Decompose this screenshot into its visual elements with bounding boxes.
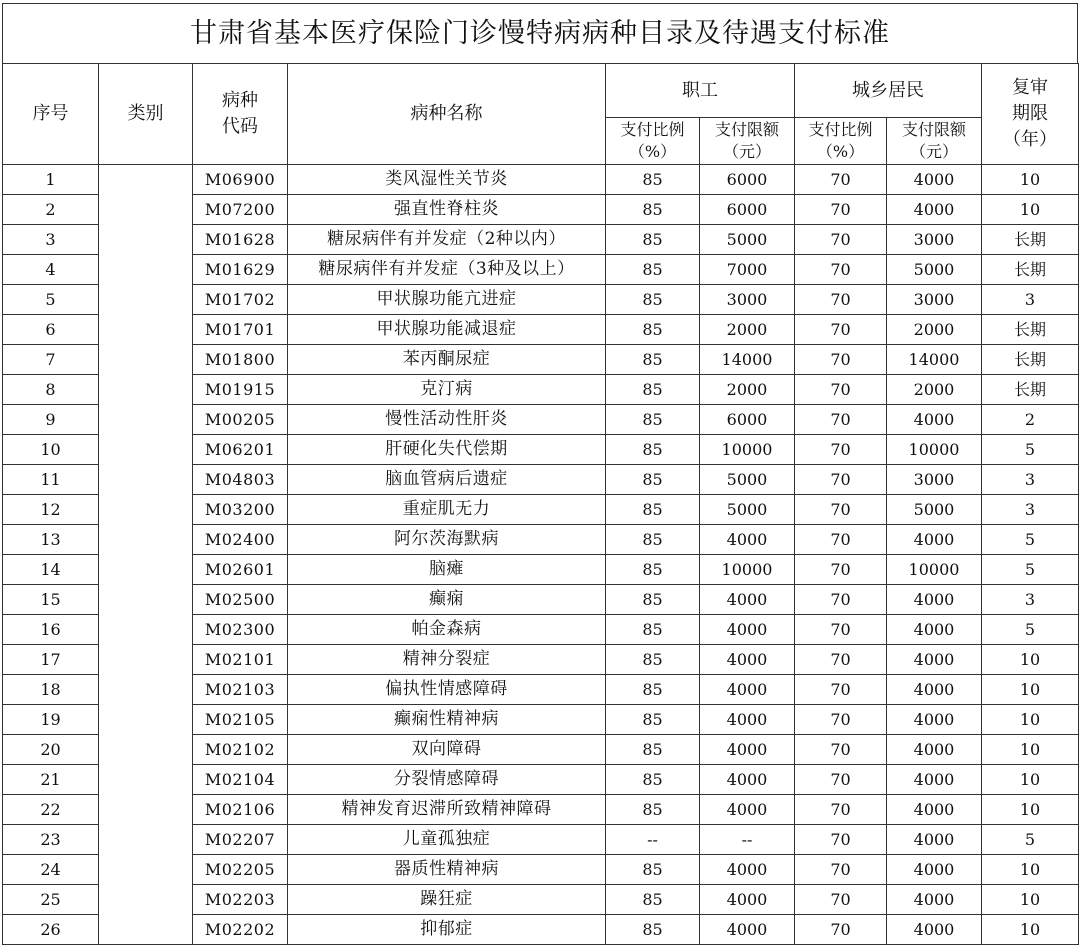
cell-seq: 6	[3, 315, 99, 345]
cell-code: M01628	[193, 225, 288, 255]
header-emp-limit-line2: （元）	[722, 142, 771, 161]
cell-resident-ratio: 70	[795, 435, 887, 465]
cell-code: M02101	[193, 645, 288, 675]
cell-resident-ratio: 70	[795, 195, 887, 225]
cell-employee-limit: 4000	[700, 855, 795, 885]
cell-resident-ratio: 70	[795, 795, 887, 825]
cell-employee-limit: 6000	[700, 405, 795, 435]
cell-resident-limit: 3000	[887, 465, 982, 495]
cell-employee-limit: 5000	[700, 465, 795, 495]
cell-review-period: 5	[982, 615, 1079, 645]
cell-review-period: 长期	[982, 315, 1079, 345]
cell-seq: 2	[3, 195, 99, 225]
cell-disease-name: 脑血管病后遗症	[288, 465, 606, 495]
cell-review-period: 长期	[982, 225, 1079, 255]
cell-resident-ratio: 70	[795, 555, 887, 585]
cell-resident-limit: 4000	[887, 675, 982, 705]
cell-disease-name: 精神发育迟滞所致精神障碍	[288, 795, 606, 825]
cell-seq: 16	[3, 615, 99, 645]
cell-employee-ratio: 85	[606, 165, 700, 195]
cell-review-period: 长期	[982, 345, 1079, 375]
cell-employee-ratio: 85	[606, 555, 700, 585]
cell-disease-name: 躁狂症	[288, 885, 606, 915]
cell-employee-limit: 10000	[700, 555, 795, 585]
header-review-line3: （年）	[1003, 129, 1057, 150]
cell-disease-name: 苯丙酮尿症	[288, 345, 606, 375]
cell-employee-ratio: 85	[606, 195, 700, 225]
cell-employee-limit: 10000	[700, 435, 795, 465]
cell-resident-limit: 14000	[887, 345, 982, 375]
cell-employee-ratio: 85	[606, 795, 700, 825]
cell-review-period: 10	[982, 165, 1079, 195]
cell-employee-ratio: 85	[606, 435, 700, 465]
cell-employee-limit: 2000	[700, 375, 795, 405]
cell-code: M04803	[193, 465, 288, 495]
cell-seq: 12	[3, 495, 99, 525]
cell-resident-ratio: 70	[795, 735, 887, 765]
cell-disease-name: 重症肌无力	[288, 495, 606, 525]
cell-employee-limit: 4000	[700, 765, 795, 795]
cell-resident-ratio: 70	[795, 915, 887, 945]
cell-resident-limit: 10000	[887, 555, 982, 585]
cell-employee-ratio: 85	[606, 885, 700, 915]
header-category: 类别	[99, 64, 193, 165]
cell-resident-limit: 2000	[887, 315, 982, 345]
cell-disease-name: 脑瘫	[288, 555, 606, 585]
cell-seq: 8	[3, 375, 99, 405]
cell-review-period: 长期	[982, 375, 1079, 405]
cell-code: M02400	[193, 525, 288, 555]
cell-employee-ratio: 85	[606, 285, 700, 315]
cell-employee-limit: 4000	[700, 585, 795, 615]
cell-review-period: 3	[982, 285, 1079, 315]
cell-employee-ratio: 85	[606, 705, 700, 735]
cell-disease-name: 偏执性情感障碍	[288, 675, 606, 705]
cell-resident-ratio: 70	[795, 825, 887, 855]
cell-seq: 10	[3, 435, 99, 465]
cell-seq: 24	[3, 855, 99, 885]
cell-seq: 5	[3, 285, 99, 315]
cell-employee-ratio: 85	[606, 765, 700, 795]
header-res-limit-line2: （元）	[909, 142, 958, 161]
cell-resident-limit: 4000	[887, 165, 982, 195]
cell-resident-ratio: 70	[795, 705, 887, 735]
cell-seq: 15	[3, 585, 99, 615]
cell-employee-limit: 14000	[700, 345, 795, 375]
cell-seq: 19	[3, 705, 99, 735]
cell-resident-ratio: 70	[795, 675, 887, 705]
cell-employee-limit: 2000	[700, 315, 795, 345]
cell-code: M02500	[193, 585, 288, 615]
cell-resident-ratio: 70	[795, 525, 887, 555]
header-code-line1: 病种	[222, 90, 258, 111]
header-code-line2: 代码	[222, 116, 258, 137]
cell-code: M02102	[193, 735, 288, 765]
cell-review-period: 10	[982, 885, 1079, 915]
cell-resident-ratio: 70	[795, 495, 887, 525]
cell-seq: 1	[3, 165, 99, 195]
cell-employee-ratio: 85	[606, 315, 700, 345]
header-seq: 序号	[3, 64, 99, 165]
cell-employee-ratio: 85	[606, 405, 700, 435]
cell-code: M02205	[193, 855, 288, 885]
cell-employee-ratio: 85	[606, 225, 700, 255]
cell-disease-name: 阿尔茨海默病	[288, 525, 606, 555]
cell-resident-limit: 4000	[887, 735, 982, 765]
header-res-limit-line1: 支付限额	[901, 120, 966, 139]
header-resident: 城乡居民	[795, 64, 982, 118]
cell-resident-limit: 5000	[887, 255, 982, 285]
header-emp-ratio	[606, 118, 700, 165]
cell-code: M02601	[193, 555, 288, 585]
cell-resident-ratio: 70	[795, 585, 887, 615]
cell-employee-limit: 4000	[700, 645, 795, 675]
cell-seq: 7	[3, 345, 99, 375]
header-name: 病种名称	[288, 64, 606, 165]
cell-code: M06201	[193, 435, 288, 465]
cell-resident-limit: 4000	[887, 525, 982, 555]
header-emp-limit	[700, 118, 795, 165]
header-code	[193, 64, 288, 165]
cell-review-period: 5	[982, 435, 1079, 465]
cell-resident-limit: 4000	[887, 765, 982, 795]
cell-employee-ratio: --	[606, 825, 700, 855]
cell-disease-name: 儿童孤独症	[288, 825, 606, 855]
cell-employee-ratio: 85	[606, 255, 700, 285]
cell-seq: 17	[3, 645, 99, 675]
cell-disease-name: 癫痫性精神病	[288, 705, 606, 735]
table-header	[3, 64, 1079, 165]
cell-employee-limit: 3000	[700, 285, 795, 315]
cell-employee-ratio: 85	[606, 525, 700, 555]
cell-employee-limit: 4000	[700, 885, 795, 915]
cell-resident-limit: 4000	[887, 705, 982, 735]
cell-resident-limit: 5000	[887, 495, 982, 525]
cell-disease-name: 糖尿病伴有并发症（2种以内）	[288, 225, 606, 255]
cell-resident-limit: 10000	[887, 435, 982, 465]
cell-resident-limit: 4000	[887, 405, 982, 435]
header-emp-ratio-line1: 支付比例	[620, 120, 685, 139]
header-review-line1: 复审	[1012, 77, 1048, 98]
cell-seq: 18	[3, 675, 99, 705]
cell-seq: 3	[3, 225, 99, 255]
cell-code: M01915	[193, 375, 288, 405]
cell-seq: 9	[3, 405, 99, 435]
header-employee: 职工	[606, 64, 795, 118]
table-row	[3, 165, 1079, 195]
cell-disease-name: 糖尿病伴有并发症（3种及以上）	[288, 255, 606, 285]
cell-employee-ratio: 85	[606, 615, 700, 645]
cell-code: M01629	[193, 255, 288, 285]
cell-resident-ratio: 70	[795, 375, 887, 405]
cell-disease-name: 器质性精神病	[288, 855, 606, 885]
cell-employee-ratio: 85	[606, 375, 700, 405]
cell-code: M02207	[193, 825, 288, 855]
cell-code: M02103	[193, 675, 288, 705]
disease-catalog-table	[2, 63, 1079, 945]
cell-code: M01800	[193, 345, 288, 375]
cell-employee-limit: 6000	[700, 165, 795, 195]
cell-seq: 13	[3, 525, 99, 555]
cell-resident-ratio: 70	[795, 465, 887, 495]
cell-review-period: 10	[982, 765, 1079, 795]
cell-disease-name: 双向障碍	[288, 735, 606, 765]
cell-employee-ratio: 85	[606, 675, 700, 705]
cell-disease-name: 类风湿性关节炎	[288, 165, 606, 195]
document-title: 甘肃省基本医疗保险门诊慢特病病种目录及待遇支付标准	[2, 3, 1078, 63]
cell-resident-ratio: 70	[795, 285, 887, 315]
cell-employee-limit: 7000	[700, 255, 795, 285]
cell-seq: 25	[3, 885, 99, 915]
header-emp-limit-line1: 支付限额	[714, 120, 779, 139]
cell-resident-limit: 2000	[887, 375, 982, 405]
cell-disease-name: 克汀病	[288, 375, 606, 405]
cell-employee-ratio: 85	[606, 645, 700, 675]
cell-code: M02202	[193, 915, 288, 945]
cell-review-period: 10	[982, 795, 1079, 825]
cell-review-period: 2	[982, 405, 1079, 435]
cell-employee-limit: 4000	[700, 795, 795, 825]
cell-employee-ratio: 85	[606, 495, 700, 525]
cell-employee-limit: 4000	[700, 915, 795, 945]
header-res-ratio	[795, 118, 887, 165]
header-res-limit	[887, 118, 982, 165]
cell-seq: 21	[3, 765, 99, 795]
cell-employee-ratio: 85	[606, 465, 700, 495]
cell-code: M01701	[193, 315, 288, 345]
cell-disease-name: 帕金森病	[288, 615, 606, 645]
cell-resident-limit: 4000	[887, 885, 982, 915]
cell-review-period: 10	[982, 855, 1079, 885]
cell-review-period: 5	[982, 825, 1079, 855]
cell-employee-limit: 4000	[700, 675, 795, 705]
cell-seq: 22	[3, 795, 99, 825]
cell-category	[99, 165, 193, 945]
cell-review-period: 3	[982, 465, 1079, 495]
cell-resident-limit: 4000	[887, 795, 982, 825]
cell-resident-limit: 3000	[887, 285, 982, 315]
cell-employee-limit: 4000	[700, 525, 795, 555]
cell-resident-ratio: 70	[795, 345, 887, 375]
cell-employee-limit: 4000	[700, 735, 795, 765]
cell-disease-name: 抑郁症	[288, 915, 606, 945]
cell-disease-name: 甲状腺功能亢进症	[288, 285, 606, 315]
cell-disease-name: 强直性脊柱炎	[288, 195, 606, 225]
cell-seq: 26	[3, 915, 99, 945]
cell-employee-limit: --	[700, 825, 795, 855]
cell-review-period: 10	[982, 675, 1079, 705]
cell-resident-ratio: 70	[795, 165, 887, 195]
cell-seq: 23	[3, 825, 99, 855]
header-emp-ratio-line2: （%）	[628, 142, 677, 161]
cell-resident-ratio: 70	[795, 315, 887, 345]
cell-code: M02105	[193, 705, 288, 735]
cell-resident-ratio: 70	[795, 765, 887, 795]
cell-resident-limit: 4000	[887, 855, 982, 885]
cell-seq: 14	[3, 555, 99, 585]
cell-resident-limit: 4000	[887, 615, 982, 645]
cell-resident-ratio: 70	[795, 225, 887, 255]
cell-resident-limit: 3000	[887, 225, 982, 255]
cell-employee-ratio: 85	[606, 585, 700, 615]
header-review-line2: 期限	[1012, 103, 1048, 124]
cell-resident-ratio: 70	[795, 405, 887, 435]
table-body	[3, 165, 1079, 945]
cell-resident-limit: 4000	[887, 195, 982, 225]
cell-code: M02104	[193, 765, 288, 795]
header-res-ratio-line1: 支付比例	[808, 120, 873, 139]
cell-review-period: 10	[982, 915, 1079, 945]
cell-seq: 20	[3, 735, 99, 765]
cell-code: M03200	[193, 495, 288, 525]
cell-resident-limit: 4000	[887, 915, 982, 945]
cell-seq: 11	[3, 465, 99, 495]
cell-employee-ratio: 85	[606, 345, 700, 375]
cell-code: M06900	[193, 165, 288, 195]
cell-review-period: 10	[982, 735, 1079, 765]
header-review	[982, 64, 1079, 165]
cell-employee-ratio: 85	[606, 855, 700, 885]
cell-review-period: 长期	[982, 255, 1079, 285]
cell-resident-ratio: 70	[795, 855, 887, 885]
header-res-ratio-line2: （%）	[816, 142, 865, 161]
cell-code: M02106	[193, 795, 288, 825]
cell-disease-name: 癫痫	[288, 585, 606, 615]
cell-code: M07200	[193, 195, 288, 225]
cell-resident-ratio: 70	[795, 885, 887, 915]
cell-resident-limit: 4000	[887, 825, 982, 855]
cell-disease-name: 慢性活动性肝炎	[288, 405, 606, 435]
cell-resident-ratio: 70	[795, 615, 887, 645]
cell-review-period: 10	[982, 705, 1079, 735]
cell-code: M01702	[193, 285, 288, 315]
cell-review-period: 3	[982, 495, 1079, 525]
cell-review-period: 10	[982, 645, 1079, 675]
cell-review-period: 3	[982, 585, 1079, 615]
cell-code: M00205	[193, 405, 288, 435]
cell-review-period: 10	[982, 195, 1079, 225]
cell-employee-ratio: 85	[606, 735, 700, 765]
cell-disease-name: 甲状腺功能减退症	[288, 315, 606, 345]
cell-disease-name: 精神分裂症	[288, 645, 606, 675]
cell-seq: 4	[3, 255, 99, 285]
cell-code: M02203	[193, 885, 288, 915]
cell-resident-ratio: 70	[795, 645, 887, 675]
cell-resident-limit: 4000	[887, 645, 982, 675]
cell-employee-ratio: 85	[606, 915, 700, 945]
cell-disease-name: 肝硬化失代偿期	[288, 435, 606, 465]
cell-employee-limit: 4000	[700, 705, 795, 735]
cell-employee-limit: 6000	[700, 195, 795, 225]
cell-code: M02300	[193, 615, 288, 645]
cell-employee-limit: 4000	[700, 615, 795, 645]
cell-resident-limit: 4000	[887, 585, 982, 615]
cell-disease-name: 分裂情感障碍	[288, 765, 606, 795]
cell-employee-limit: 5000	[700, 225, 795, 255]
cell-resident-ratio: 70	[795, 255, 887, 285]
cell-review-period: 5	[982, 555, 1079, 585]
cell-review-period: 5	[982, 525, 1079, 555]
cell-employee-limit: 5000	[700, 495, 795, 525]
